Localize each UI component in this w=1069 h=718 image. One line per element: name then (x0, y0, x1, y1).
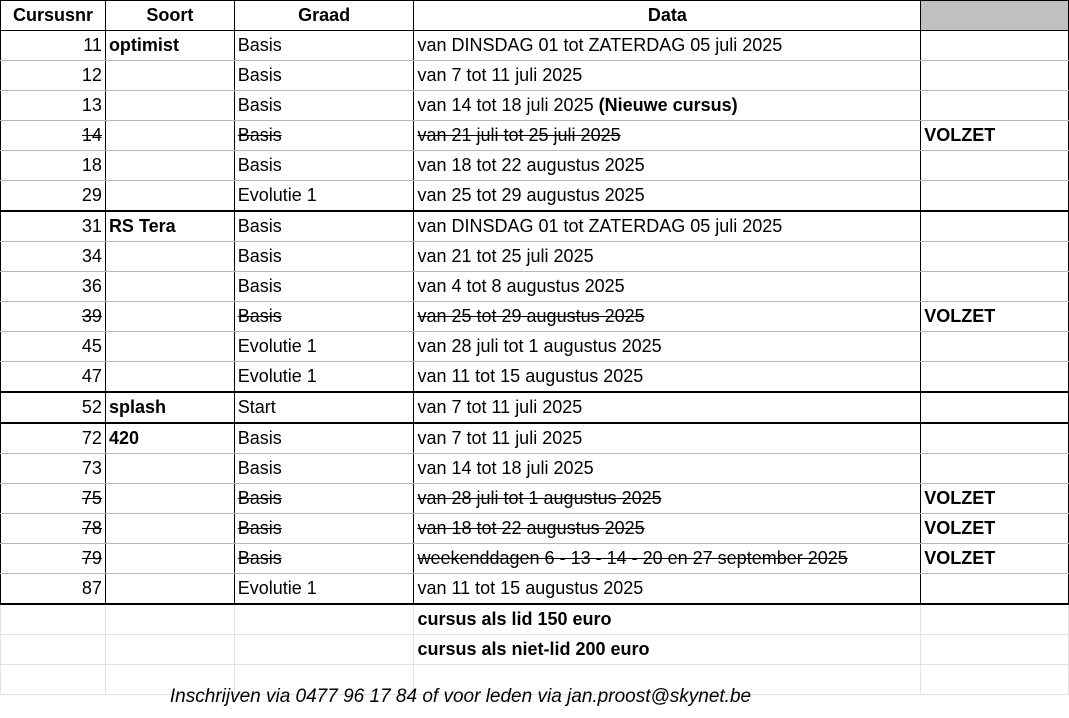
cell-status (921, 423, 1069, 454)
cell-soort (105, 272, 234, 302)
cell-soort (105, 61, 234, 91)
cell-data: van 28 juli tot 1 augustus 2025 (414, 484, 921, 514)
cell-status: VOLZET (921, 544, 1069, 574)
cell-soort (105, 514, 234, 544)
cell-status (921, 181, 1069, 212)
cell-cursusnr: 18 (1, 151, 106, 181)
cell-graad: Evolutie 1 (234, 362, 414, 393)
cell-cursusnr: 12 (1, 61, 106, 91)
cell-cursusnr: 31 (1, 211, 106, 242)
cell-soort (105, 242, 234, 272)
cell-data: van DINSDAG 01 tot ZATERDAG 05 juli 2025 (414, 31, 921, 61)
header-data: Data (414, 1, 921, 31)
cell-soort: optimist (105, 31, 234, 61)
table-row (1, 332, 1069, 362)
price-rows (1, 604, 1069, 695)
cell-graad: Start (234, 392, 414, 423)
cell-cursusnr: 45 (1, 332, 106, 362)
table-row (1, 242, 1069, 272)
cell-status (921, 31, 1069, 61)
cell-status (921, 574, 1069, 605)
header-graad: Graad (234, 1, 414, 31)
cell-cursusnr: 73 (1, 454, 106, 484)
cell-soort (105, 151, 234, 181)
cell-cursusnr: 29 (1, 181, 106, 212)
cell-graad: Basis (234, 454, 414, 484)
cell-soort: 420 (105, 423, 234, 454)
cell-status (921, 151, 1069, 181)
cell-cursusnr: 78 (1, 514, 106, 544)
table-row (1, 574, 1069, 605)
cell-cursusnr: 36 (1, 272, 106, 302)
cell-data: van 25 tot 29 augustus 2025 (414, 181, 921, 212)
cell-soort (105, 484, 234, 514)
cell-data: van 25 tot 29 augustus 2025 (414, 302, 921, 332)
cell-status: VOLZET (921, 302, 1069, 332)
cell-cursusnr: 13 (1, 91, 106, 121)
table-row (1, 544, 1069, 574)
cell-cursusnr: 47 (1, 362, 106, 393)
cell-soort (105, 362, 234, 393)
cell-data: van 7 tot 11 juli 2025 (414, 392, 921, 423)
cell-data: van 7 tot 11 juli 2025 (414, 423, 921, 454)
cell-data: van 21 tot 25 juli 2025 (414, 242, 921, 272)
cell-data: van 21 juli tot 25 juli 2025 (414, 121, 921, 151)
table-row (1, 302, 1069, 332)
table-row (1, 362, 1069, 393)
cell-graad: Basis (234, 423, 414, 454)
cell-soort (105, 454, 234, 484)
cell-cursusnr: 11 (1, 31, 106, 61)
table-row (1, 211, 1069, 242)
table-row (1, 151, 1069, 181)
cell-graad: Basis (234, 514, 414, 544)
cell-graad: Evolutie 1 (234, 332, 414, 362)
cell-data: van 18 tot 22 augustus 2025 (414, 151, 921, 181)
cell-graad: Basis (234, 302, 414, 332)
cell-graad: Evolutie 1 (234, 574, 414, 605)
cell-status (921, 242, 1069, 272)
table-row (1, 514, 1069, 544)
cell-cursusnr: 79 (1, 544, 106, 574)
table-row (1, 454, 1069, 484)
header-row (1, 1, 1069, 31)
cell-soort (105, 181, 234, 212)
cell-cursusnr: 87 (1, 574, 106, 605)
cell-data: van 14 tot 18 juli 2025 (Nieuwe cursus) (414, 91, 921, 121)
cell-data: van 4 tot 8 augustus 2025 (414, 272, 921, 302)
cell-soort: splash (105, 392, 234, 423)
new-course-note: (Nieuwe cursus) (598, 95, 738, 115)
cell-soort (105, 91, 234, 121)
cell-status (921, 392, 1069, 423)
cell-data: van 11 tot 15 augustus 2025 (414, 574, 921, 605)
cell-soort (105, 332, 234, 362)
cell-status (921, 91, 1069, 121)
cell-data: van 14 tot 18 juli 2025 (414, 454, 921, 484)
table-row (1, 423, 1069, 454)
price-row (1, 635, 1069, 665)
cell-soort (105, 302, 234, 332)
cell-status: VOLZET (921, 121, 1069, 151)
cell-data: van 7 tot 11 juli 2025 (414, 61, 921, 91)
cell-soort (105, 574, 234, 605)
registration-footer: Inschrijven via 0477 96 17 84 of voor leden via jan.proost@skynet.be (169, 686, 752, 707)
cell-soort: RS Tera (105, 211, 234, 242)
cell-data: van 11 tot 15 augustus 2025 (414, 362, 921, 393)
cell-status: VOLZET (921, 514, 1069, 544)
cell-graad: Basis (234, 211, 414, 242)
table-row (1, 61, 1069, 91)
table-row (1, 484, 1069, 514)
cell-status (921, 362, 1069, 393)
table-row (1, 272, 1069, 302)
table-row (1, 91, 1069, 121)
cell-data: van DINSDAG 01 tot ZATERDAG 05 juli 2025 (414, 211, 921, 242)
course-rows (1, 31, 1069, 605)
cell-cursusnr: 34 (1, 242, 106, 272)
cell-graad: Basis (234, 272, 414, 302)
cell-graad: Basis (234, 242, 414, 272)
cell-graad: Basis (234, 91, 414, 121)
cell-status (921, 61, 1069, 91)
header-status (921, 1, 1069, 31)
cell-data: van 18 tot 22 augustus 2025 (414, 514, 921, 544)
cell-graad: Basis (234, 544, 414, 574)
table-row (1, 121, 1069, 151)
cell-cursusnr: 39 (1, 302, 106, 332)
price-row (1, 604, 1069, 635)
cell-cursusnr: 75 (1, 484, 106, 514)
cell-cursusnr: 72 (1, 423, 106, 454)
cell-status (921, 211, 1069, 242)
cell-cursusnr: 14 (1, 121, 106, 151)
cell-graad: Basis (234, 31, 414, 61)
cell-status (921, 332, 1069, 362)
cell-data: weekenddagen 6 - 13 - 14 - 20 en 27 september 2025 (414, 544, 921, 574)
cell-cursusnr: 52 (1, 392, 106, 423)
cell-status (921, 454, 1069, 484)
cell-graad: Basis (234, 151, 414, 181)
cell-graad: Basis (234, 61, 414, 91)
cell-soort (105, 121, 234, 151)
price-member: cursus als lid 150 euro (414, 604, 921, 635)
cell-graad: Basis (234, 121, 414, 151)
cell-graad: Basis (234, 484, 414, 514)
cell-status (921, 272, 1069, 302)
table-row (1, 181, 1069, 212)
cell-graad: Evolutie 1 (234, 181, 414, 212)
price-non-member: cursus als niet-lid 200 euro (414, 635, 921, 665)
cell-status: VOLZET (921, 484, 1069, 514)
table-row (1, 392, 1069, 423)
cell-soort (105, 544, 234, 574)
table-row (1, 31, 1069, 61)
cell-data: van 28 juli tot 1 augustus 2025 (414, 332, 921, 362)
header-cursusnr: Cursusnr (1, 1, 106, 31)
header-soort: Soort (105, 1, 234, 31)
